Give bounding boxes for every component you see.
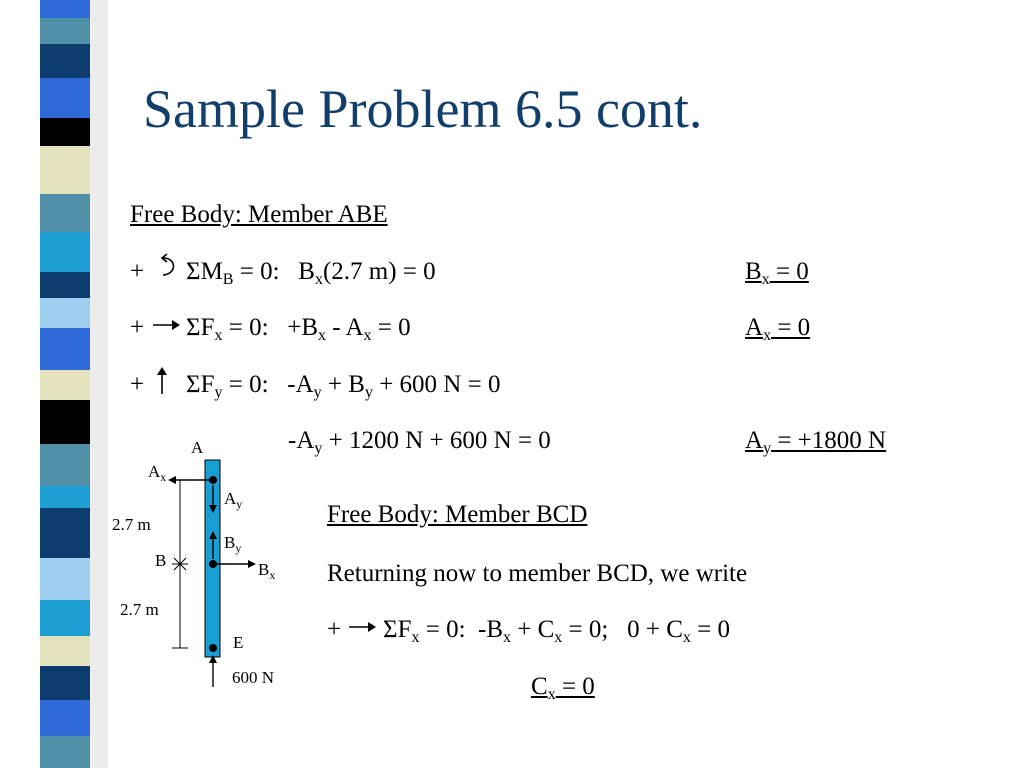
dimension-top: 2.7 m: [112, 515, 151, 534]
bcd-heading: Free Body: Member BCD: [327, 501, 588, 528]
label-b: B: [155, 551, 167, 570]
abe-eq1-sign: +: [130, 258, 145, 285]
pin-e: [209, 644, 217, 652]
label-ax: $A_x$: [148, 462, 167, 484]
right-arrow-icon: [348, 620, 378, 634]
bcd-intro: Returning now to member BCD, we write: [327, 560, 748, 587]
label-e: E: [233, 633, 244, 652]
label-ay: $A_y$: [224, 489, 243, 511]
label-by: $B_y$: [224, 533, 242, 555]
bx-arrow: [248, 560, 256, 568]
up-arrow-icon: [155, 366, 169, 396]
abe-heading: Free Body: Member ABE: [130, 201, 388, 228]
abe-eq4-expression: $-A_y + 1200$ N + 600 N = 0: [288, 427, 551, 457]
abe-eq2-expression: $\Sigma F_x = 0$: $+B_x - A_x = 0$: [186, 314, 411, 344]
free-body-diagram-abe: [110, 455, 310, 695]
abe-eq4-result: $A_y = +1800$ N: [745, 427, 887, 457]
abe-eq2-sign: +: [130, 314, 145, 341]
slide-title: Sample Problem 6.5 cont.: [143, 79, 703, 139]
abe-eq3-expression: $\Sigma F_y = 0$: $-A_y + B_y + 600$ N = 0: [186, 371, 501, 401]
decorative-stripe-border: [0, 0, 120, 768]
label-a: A: [191, 438, 204, 457]
counterclockwise-moment-icon: [157, 254, 179, 278]
label-bx: $B_x$: [258, 560, 276, 582]
bcd-eq-sign: +: [327, 616, 342, 643]
load-label: 600 N: [232, 668, 275, 687]
abe-eq1-result: $B_x = 0$: [745, 258, 809, 288]
dimension-bottom: 2.7 m: [120, 600, 159, 619]
abe-eq3-sign: +: [130, 371, 145, 398]
right-arrow-icon: [152, 318, 182, 332]
abe-eq2-result: $A_x = 0$: [745, 314, 811, 344]
bcd-result: $C_x = 0$: [531, 673, 595, 703]
abe-eq1-expression: $\Sigma M_B = 0$: $B_x(2.7$ m) = 0: [186, 258, 436, 288]
bcd-eq-expression: $\Sigma F_x = 0$: $-B_x + C_x = 0$; $0 + C_x = 0$: [383, 616, 730, 646]
